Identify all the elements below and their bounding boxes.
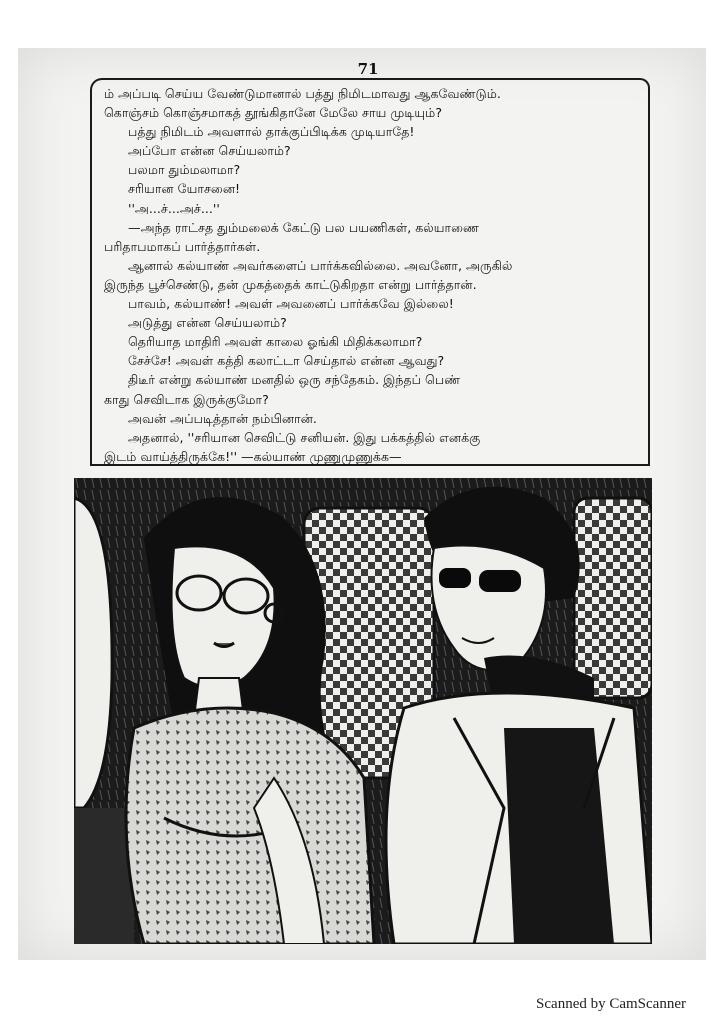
text-line: ''அ...ச்...அச்...'': [128, 200, 220, 216]
comic-illustration: [74, 478, 652, 944]
text-line: பலமா தும்மலாமா?: [128, 162, 241, 178]
page-number: 71: [357, 60, 379, 78]
text-line: அதனால், ''சரியான செவிட்டு சனியன். இது பக்கத்தில் எனக்கு: [128, 429, 481, 445]
text-line: அப்போ என்ன செய்யலாம்?: [128, 143, 291, 159]
text-line: இருந்த பூச்செண்டு, தன் முகத்தைக் காட்டுகிறதா என்று பார்த்தான்.: [104, 276, 477, 292]
text-line: ஆனால் கல்யாண் அவர்களைப் பார்க்கவில்லை. அவனோ, அருகில்: [128, 257, 513, 273]
text-line: ம் அப்படி செய்ய வேண்டுமானால் பத்து நிமிடமாவது ஆகவேண்டும்.: [104, 86, 501, 101]
text-line: திடீர் என்று கல்யாண் மனதில் ஒரு சந்தேகம். இந்தப் பெண்: [128, 372, 461, 388]
text-line: அவன் அப்படித்தான் நம்பினான்.: [128, 410, 317, 426]
illustration-drawing: [74, 478, 652, 944]
text-line: கொஞ்சம் கொஞ்சமாகத் தூங்கிதானே மேலே சாய முடியும்?: [104, 105, 443, 121]
text-line: சேச்சே! அவள் கத்தி கலாட்டா செய்தால் என்ன ஆவது?: [128, 353, 445, 369]
text-line: பரிதாபமாகப் பார்த்தார்கள்.: [104, 238, 261, 254]
scanner-watermark: Scanned by CamScanner: [536, 996, 686, 1012]
text-line: சரியான யோசனை!: [128, 181, 241, 197]
text-line: அடுத்து என்ன செய்யலாம்?: [128, 315, 287, 331]
text-line: இடம் வாய்த்திருக்கே!'' —கல்யாண் முணுமுணுக்க—: [104, 448, 402, 464]
text-line: பத்து நிமிடம் அவளால் தாக்குப்பிடிக்க முடியாதே!: [128, 124, 415, 140]
text-line: தெரியாத மாதிரி அவள் காலை ஓங்கி மிதிக்கலாமா?: [128, 334, 423, 350]
text-line: பாவம், கல்யாண்! அவள் அவனைப் பார்க்கவே இல்லை!: [128, 296, 454, 312]
story-text: [104, 84, 638, 466]
text-line: காது செவிடாக இருக்குமோ?: [104, 391, 269, 407]
text-line: —அந்த ராட்சத தும்மலைக் கேட்டு பல பயணிகள், கல்யாணை: [128, 219, 480, 235]
